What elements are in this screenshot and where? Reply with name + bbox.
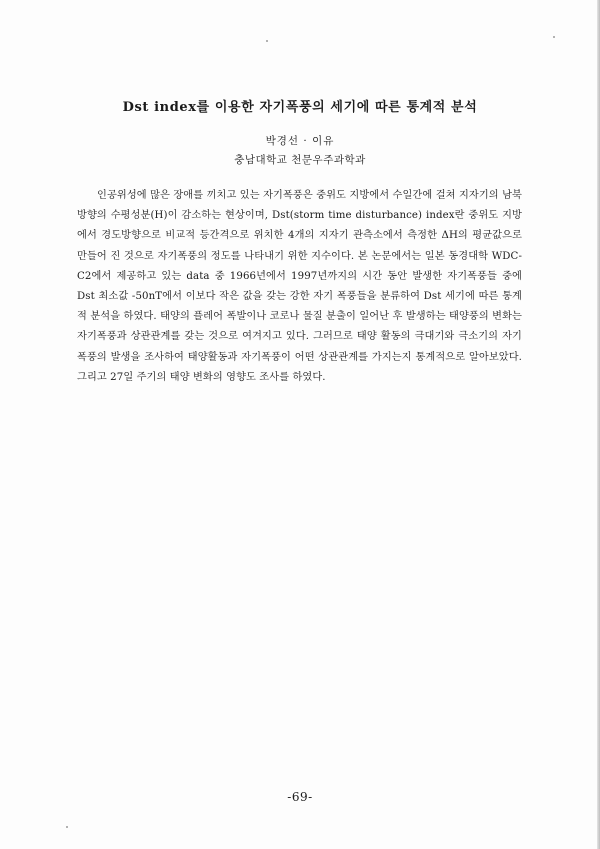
scan-speck — [553, 36, 555, 38]
paper-affiliation: 충남대학교 천문우주과학과 — [234, 154, 366, 166]
paper-title: Dst index를 이용한 자기폭풍의 세기에 따른 통계적 분석 — [122, 100, 478, 115]
abstract-paragraph: 인공위성에 많은 장애를 끼치고 있는 자기폭풍은 중위도 지방에서 수일간에 걸쳐 지자기의 남북방향의 수평성분(H)이 감소하는 현상이며, Dst(storm time disturbance) index란 중위도 지방에서 경도방향으로 비교적 등간격으로 위치한 4개의 지자기 관측소에서 측정한 ΔH의 평균값으로 만들어 진 것으로 자기폭풍의 정도를 나타내기 위한 지수이다. 본 논문에서는 일본 동경대학 WDC-C2에서 제공하고 있는 data 중 1966년에서 1997년까지의 시간 동안 발생한 자기폭풍들 중에 Dst 최소값 -50nT에서 이보다 작은 값을 갖는 강한 자기 폭풍들을 분류하여 Dst 세기에 따른 통계적 분석을 하였다. 태양의 플레어 폭발이나 코로나 물질 분출이 일어난 후 발생하는 태양풍의 변화는 자기폭풍과 상관관계를 갖는 것으로 여겨지고 있다. 그러므로 태양 활동의 극대기와 극소기의 자기폭풍의 발생을 조사하여 태양활동과 자기폭풍이 어떤 상관관계를 가지는지 통계적으로 알아보았다. 그리고 27일 주기의 태양 변화의 영향도 조사를 하였다. — [77, 190, 522, 383]
scan-speck — [66, 826, 68, 828]
paper-authors: 박경선 · 이유 — [265, 135, 335, 147]
scan-speck — [266, 40, 268, 42]
page-number: -69- — [287, 790, 313, 804]
